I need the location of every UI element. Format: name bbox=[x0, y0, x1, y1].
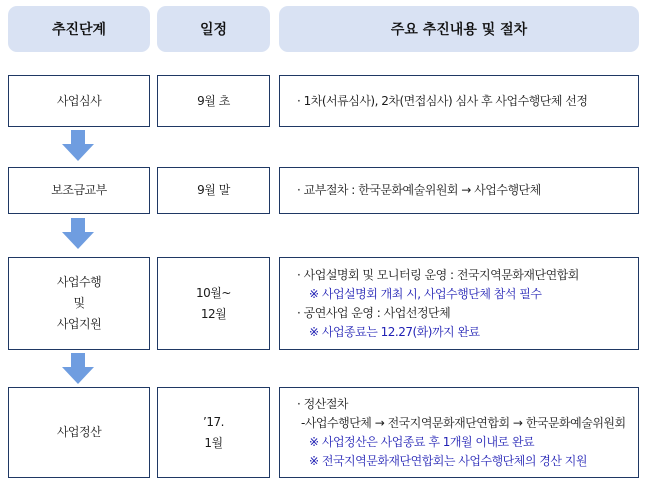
detail-note: ※ 사업종료는 12.27(화)까지 완료 bbox=[309, 324, 480, 339]
header-stage: 추진단계 bbox=[8, 6, 150, 52]
schedule-label: ’17. bbox=[203, 414, 224, 429]
stage-label: 보조금교부 bbox=[51, 183, 107, 197]
schedule-label: 12월 bbox=[200, 306, 227, 321]
detail-subitem: -사업수행단체 → 전국지역문화재단연합회 → 한국문화예술위원회 bbox=[301, 415, 626, 430]
stage-label: 사업지원 bbox=[56, 317, 102, 331]
stage-box bbox=[8, 257, 150, 350]
schedule-label: 9월 초 bbox=[197, 93, 230, 108]
schedule-box bbox=[157, 257, 270, 350]
stage-box bbox=[8, 387, 150, 478]
schedule-label: 10월~ bbox=[196, 285, 231, 300]
stage-box bbox=[8, 167, 150, 214]
stage-label: 사업정산 bbox=[56, 425, 102, 439]
detail-item: · 1차(서류심사), 2차(면접심사) 심사 후 사업수행단체 선정 bbox=[297, 93, 588, 108]
detail-note: ※ 사업정산은 사업종료 후 1개월 이내로 완료 bbox=[309, 434, 535, 449]
schedule-box bbox=[157, 387, 270, 478]
stage-label: 사업수행 bbox=[56, 275, 102, 289]
detail-box bbox=[279, 257, 639, 350]
detail-item: · 교부절차 : 한국문화예술위원회 → 사업수행단체 bbox=[297, 183, 541, 197]
detail-box bbox=[279, 75, 639, 127]
detail-item: · 공연사업 운영 : 사업선정단체 bbox=[297, 305, 451, 320]
header-content: 주요 추진내용 및 절차 bbox=[279, 6, 639, 52]
schedule-label: 9월 말 bbox=[197, 183, 230, 197]
schedule-box bbox=[157, 167, 270, 214]
detail-item: · 사업설명회 및 모니터링 운영 : 전국지역문화재단연합회 bbox=[297, 267, 579, 282]
detail-note: ※ 전국지역문화재단연합회는 사업수행단체의 경산 지원 bbox=[309, 453, 587, 468]
header-schedule: 일정 bbox=[157, 6, 270, 52]
schedule-label: 1월 bbox=[204, 435, 223, 450]
detail-item: · 정산절차 bbox=[297, 396, 348, 411]
stage-box bbox=[8, 75, 150, 127]
schedule-box bbox=[157, 75, 270, 127]
detail-box bbox=[279, 387, 639, 478]
detail-note: ※ 사업설명회 개최 시, 사업수행단체 참석 필수 bbox=[309, 286, 542, 301]
down-arrow-icon bbox=[62, 218, 94, 250]
down-arrow-icon bbox=[62, 130, 94, 162]
detail-box bbox=[279, 167, 639, 214]
stage-label: 사업심사 bbox=[56, 93, 102, 108]
down-arrow-icon bbox=[62, 353, 94, 385]
stage-label: 및 bbox=[73, 296, 85, 310]
